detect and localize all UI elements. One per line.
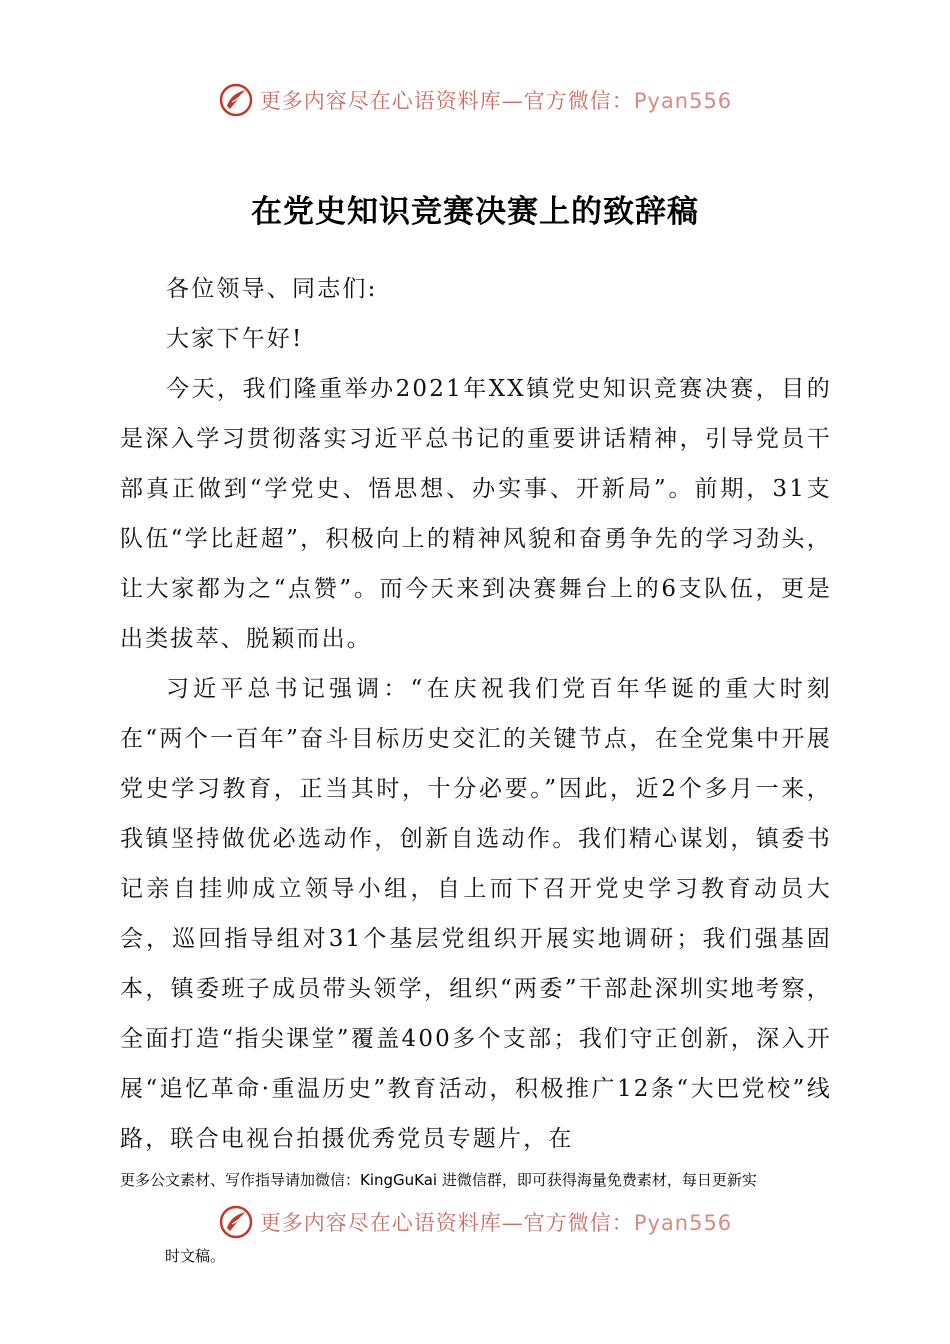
watermark-footer xyxy=(0,1204,950,1240)
brand-logo-icon xyxy=(218,82,254,118)
watermark-text: 更多内容尽在心语资料库—官方微信：Pyan556 xyxy=(259,89,733,113)
footer-tail: 时文稿。 xyxy=(165,1247,226,1265)
salutation: 各位领导、同志们: xyxy=(166,276,378,302)
watermark-text: 更多内容尽在心语资料库—官方微信：Pyan556 xyxy=(259,1211,733,1235)
document-body xyxy=(120,264,832,1164)
watermark-header xyxy=(0,82,950,118)
brand-logo-icon xyxy=(218,1204,254,1240)
greeting: 大家下午好! xyxy=(166,326,304,352)
watermark-wechat-id: Pyan556 xyxy=(633,1211,733,1235)
paragraph: 习近平总书记强调：“在庆祝我们党百年华诞的重大时刻在“两个一百年”奋斗目标历史交汇的关键节点，在全党集中开展党史学习教育，正当其时，十分必要。”因此，近2个多月一来，我镇坚持做优必选动作，创新自选动作。我们精心谋划，镇委书记亲自挂帅成立领导小组，自上而下召开党史学习教育动员大会，巡回指导组对31个基层党组织开展实地调研；我们强基固本，镇委班子成员带头领学，组织“两委”干部赴深圳实地考察，全面打造“指尖课堂”覆盖400多个支部；我们守正创新，深入开展“追忆革命·重温历史”教育活动，积极推广12条“大巴党校”线路，联合电视台拍摄优秀党员专题片，在 xyxy=(120,676,832,1152)
footer-note: 更多公文素材、写作指导请加微信：KingGuKai 进微信群，即可获得海量免费素材，每日更新实 xyxy=(120,1171,757,1189)
paragraph: 今天，我们隆重举办2021年XX镇党史知识竞赛决赛，目的是深入学习贯彻落实习近平总书记的重要讲话精神，引导党员干部真正做到“学党史、悟思想、办实事、开新局”。前期，31支队伍“学比赶超”，积极向上的精神风貌和奋勇争先的学习劲头，让大家都为之“点赞”。而今天来到决赛舞台上的6支队伍，更是出类拔萃、脱颖而出。 xyxy=(120,376,832,652)
watermark-wechat-id: Pyan556 xyxy=(633,89,733,113)
document-title: 在党史知识竞赛决赛上的致辞稿 xyxy=(251,194,699,230)
